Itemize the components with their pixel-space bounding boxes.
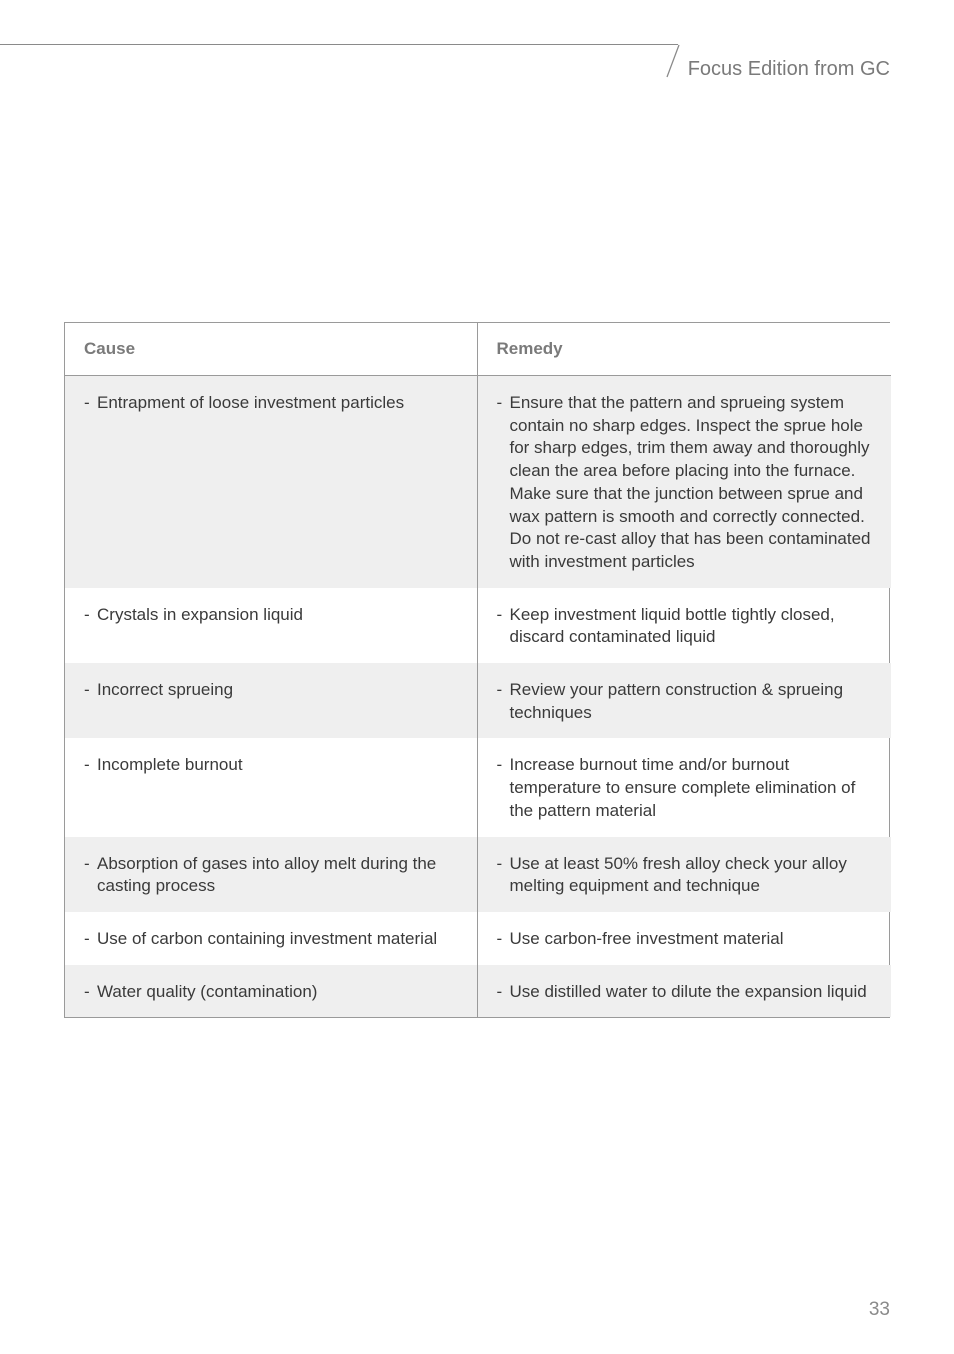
cause-text: Absorption of gases into alloy melt during the casting process	[97, 853, 437, 896]
remedy-text: Ensure that the pattern and sprueing system contain no sharp edges. Inspect the sprue hole for sharp edges, trim them away and thoroughly clean the area before placing into the furnace.	[509, 393, 870, 481]
remedy-text: Make sure that the junction between sprue and wax pattern is smooth and correctly connected. Do not re-cast alloy that has been contaminated with investment particles	[509, 483, 871, 571]
table-row	[65, 738, 891, 836]
remedy-cell: - Use distilled water to dilute the expansion liquid	[477, 965, 891, 1018]
remedy-cell: - Ensure that the pattern and sprueing system contain no sharp edges. Inspect the sprue hole for sharp edges, trim them away and thoroughly clean the area before placing into the furnace. Make sure that the junction between sprue and wax pattern is smooth and correctly connected. Do not re-cast alloy that has been contaminated with investment particles	[477, 376, 891, 588]
cause-cell: - Entrapment of loose investment particles	[65, 376, 477, 588]
remedy-text: Use distilled water to dilute the expansion liquid	[509, 981, 867, 1001]
remedy-cell: - Use at least 50% fresh alloy check your alloy melting equipment and technique	[477, 837, 891, 912]
cause-cell: - Water quality (contamination)	[65, 965, 477, 1018]
remedy-cell: - Use carbon-free investment material	[477, 912, 891, 965]
column-header-cause: Cause	[65, 323, 477, 376]
remedy-text: Keep investment liquid bottle tightly closed, discard contaminated liquid	[509, 604, 835, 647]
cause-text: Entrapment of loose investment particles	[97, 393, 405, 412]
table-row	[65, 912, 891, 965]
cause-cell: - Use of carbon containing investment material	[65, 912, 477, 965]
remedy-text: Review your pattern construction & sprueing techniques	[509, 680, 844, 722]
table-row	[65, 837, 891, 912]
cause-cell: - Crystals in expansion liquid	[65, 588, 477, 663]
cause-text: Crystals in expansion liquid	[97, 604, 303, 624]
cause-cell: - Incorrect sprueing	[65, 663, 477, 738]
remedy-cell: - Increase burnout time and/or burnout temperature to ensure complete elimination of the pattern material	[477, 738, 891, 836]
page-number: 33	[868, 1299, 890, 1320]
table-row	[65, 376, 891, 588]
remedy-text: Increase burnout time and/or burnout temperature to ensure complete elimination of the pattern material	[509, 755, 856, 820]
remedy-text: Use at least 50% fresh alloy check your alloy melting equipment and technique	[509, 853, 847, 896]
column-header-remedy: Remedy	[477, 323, 891, 376]
cause-text: Incomplete burnout	[97, 755, 243, 775]
remedy-cell: - Review your pattern construction & sprueing techniques	[477, 663, 891, 738]
remedy-cell: - Keep investment liquid bottle tightly closed, discard contaminated liquid	[477, 588, 891, 663]
cause-text: Use of carbon containing investment material	[97, 928, 438, 948]
cause-cell: - Incomplete burnout	[65, 738, 477, 836]
table-row	[65, 588, 891, 663]
table-header-row	[65, 323, 891, 376]
cause-text: Incorrect sprueing	[97, 680, 234, 700]
header-title: Focus Edition from GC	[687, 58, 890, 80]
troubleshooting-table	[64, 322, 890, 1018]
cause-cell: - Absorption of gases into alloy melt during the casting process	[65, 837, 477, 912]
remedy-text: Use carbon-free investment material	[509, 928, 784, 948]
table-row	[65, 663, 891, 738]
table-row	[65, 965, 891, 1018]
cause-text: Water quality (contamination)	[97, 981, 318, 1001]
